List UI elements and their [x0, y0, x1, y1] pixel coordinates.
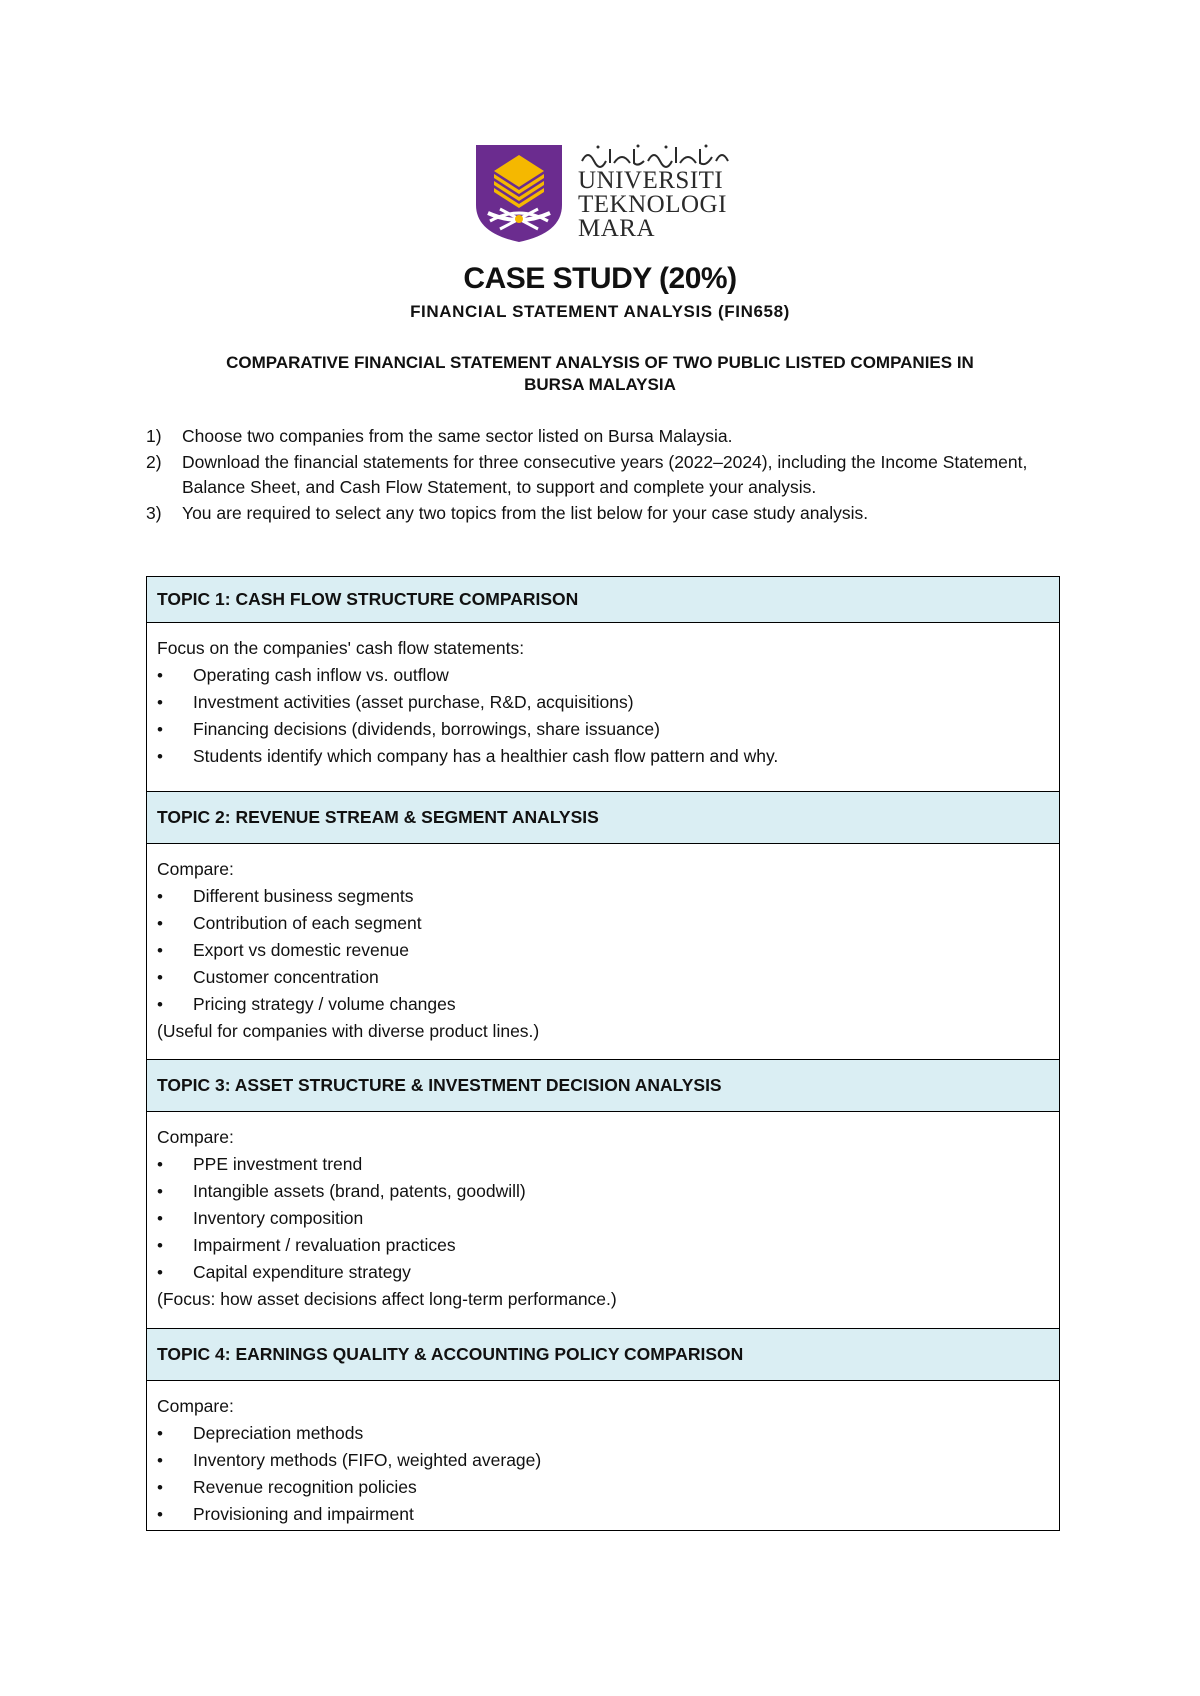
topic-3-body — [147, 1112, 1059, 1329]
topic-bullet-list — [157, 883, 1049, 1018]
bullet-item: • Customer concentration — [157, 964, 1049, 991]
bullet-item: • Inventory methods (FIFO, weighted average) — [157, 1447, 1049, 1474]
page-title: CASE STUDY (20%) — [463, 262, 737, 295]
bullet-item: • Contribution of each segment — [157, 910, 1049, 937]
topic-bullet-list — [157, 1420, 1049, 1528]
logo-wordmark — [578, 169, 727, 241]
topic-2-body — [147, 844, 1059, 1060]
bullet-item: • Inventory composition — [157, 1205, 1049, 1232]
topic-3-header: TOPIC 3: ASSET STRUCTURE & INVESTMENT DECISION ANALYSIS — [147, 1060, 1059, 1112]
university-logo — [474, 143, 736, 243]
logo-line-3: MARA — [578, 215, 656, 242]
heading-line-1: COMPARATIVE FINANCIAL STATEMENT ANALYSIS OF TWO PUBLIC LISTED COMPANIES IN — [226, 353, 974, 372]
bullet-item: • Export vs domestic revenue — [157, 937, 1049, 964]
topic-2-header: TOPIC 2: REVENUE STREAM & SEGMENT ANALYSIS — [147, 792, 1059, 844]
instruction-item — [146, 450, 1046, 501]
bullet-item: • Investment activities (asset purchase, R&D, acquisitions) — [157, 689, 1049, 716]
logo-line-1: UNIVERSITI — [578, 167, 724, 194]
instruction-text: Choose two companies from the same sector listed on Bursa Malaysia. — [182, 426, 733, 446]
bullet-item: • Pricing strategy / volume changes — [157, 991, 1049, 1018]
topic-bullet-list — [157, 662, 1049, 770]
topic-intro: Compare: — [157, 859, 234, 879]
topic-intro: Compare: — [157, 1127, 234, 1147]
topics-table — [146, 576, 1060, 1531]
topic-note: (Useful for companies with diverse product lines.) — [157, 1021, 540, 1041]
bullet-item: • Capital expenditure strategy — [157, 1259, 1049, 1286]
instruction-item — [146, 424, 1046, 450]
topic-4-header: TOPIC 4: EARNINGS QUALITY & ACCOUNTING POLICY COMPARISON — [147, 1329, 1059, 1381]
topic-intro: Compare: — [157, 1396, 234, 1416]
bullet-item: • Provisioning and impairment — [157, 1501, 1049, 1528]
bullet-item: • Depreciation methods — [157, 1420, 1049, 1447]
topic-intro: Focus on the companies' cash flow statements: — [157, 638, 525, 658]
topic-bullet-list — [157, 1151, 1049, 1286]
jawi-script-logotype — [578, 143, 734, 169]
bullet-item: • Financing decisions (dividends, borrowings, share issuance) — [157, 716, 1049, 743]
bullet-item: • Intangible assets (brand, patents, goodwill) — [157, 1178, 1049, 1205]
assignment-heading — [140, 352, 1060, 396]
instructions-list — [146, 424, 1046, 526]
instruction-number: 3) — [146, 502, 162, 523]
bullet-item: • Revenue recognition policies — [157, 1474, 1049, 1501]
bullet-item: • Impairment / revaluation practices — [157, 1232, 1049, 1259]
instruction-text: You are required to select any two topics from the list below for your case study analysis. — [182, 502, 869, 523]
logo-line-2: TEKNOLOGI — [578, 191, 727, 218]
instruction-number: 2) — [146, 451, 162, 472]
bullet-item: • Students identify which company has a healthier cash flow pattern and why. — [157, 743, 1049, 770]
course-subtitle: FINANCIAL STATEMENT ANALYSIS (FIN658) — [410, 302, 790, 321]
uitm-emblem-icon — [474, 143, 564, 243]
topic-note: (Focus: how asset decisions affect long-term performance.) — [157, 1289, 617, 1309]
heading-line-2: BURSA MALAYSIA — [524, 375, 676, 394]
topic-4-body — [147, 1381, 1059, 1530]
topic-1-header: TOPIC 1: CASH FLOW STRUCTURE COMPARISON — [147, 577, 1059, 623]
topic-1-body — [147, 623, 1059, 792]
instruction-number: 1) — [146, 426, 162, 446]
instruction-item — [146, 501, 1046, 527]
instruction-text: Download the financial statements for three consecutive years (2022–2024), including the Income Statement, Balance Sheet, and Cash Flow Statement, to support and complete your analysis. — [182, 451, 1028, 497]
bullet-item: • Different business segments — [157, 883, 1049, 910]
bullet-item: • Operating cash inflow vs. outflow — [157, 662, 1049, 689]
bullet-item: • PPE investment trend — [157, 1151, 1049, 1178]
